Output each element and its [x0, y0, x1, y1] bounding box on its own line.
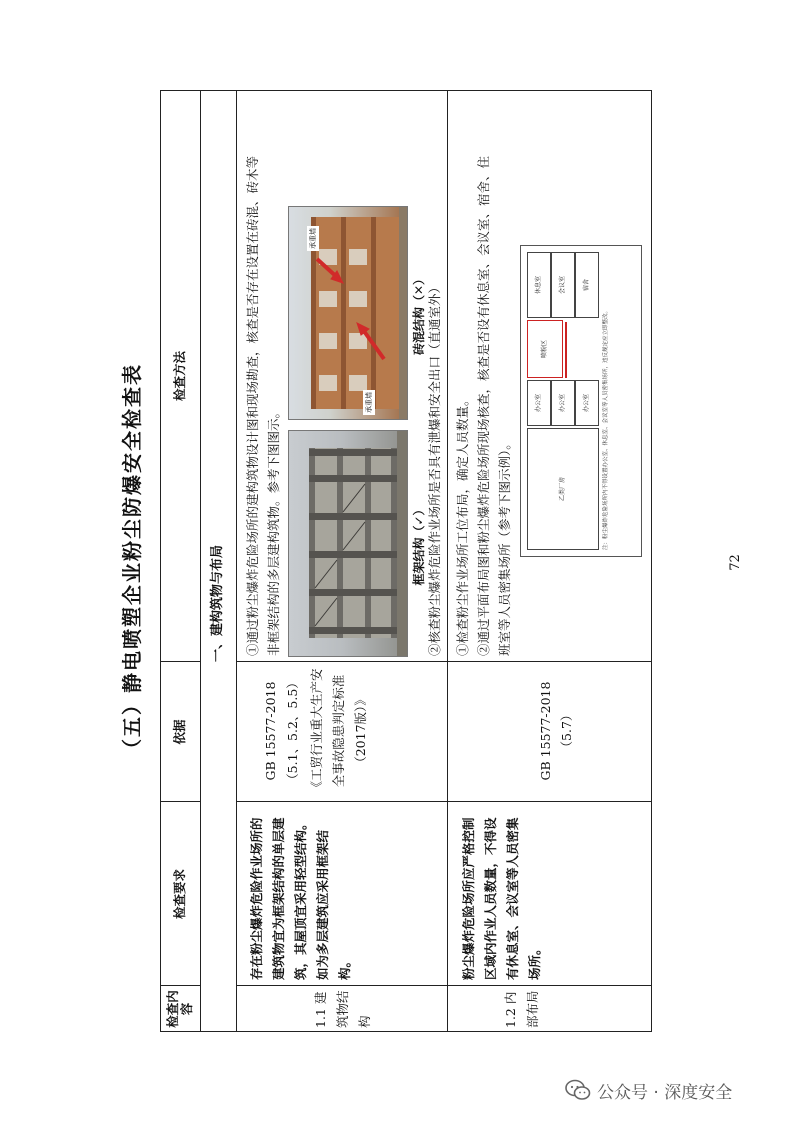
row1-method-after: ②核查粉尘爆炸危险作业场所是否具有泄爆和安全出口（直通室外） — [427, 280, 442, 656]
row2-requirement: 粉尘爆炸危险场所应严格控制区域内作业人员数量，不得设有休息室、会议室等人员密集场所。 — [461, 817, 542, 980]
plan-room-workshop: 乙类厂房 — [527, 428, 599, 550]
photo-label-a: 承重墙 — [365, 392, 373, 413]
photo-label-b: 承重墙 — [309, 228, 317, 249]
row-divider — [447, 90, 448, 1032]
plan-note: 注：粉尘爆炸危险场所内不得设置办公室、休息室、会议室等人员密集场所，违反规定应立即整改。 — [603, 307, 609, 550]
row1-method-line1: ①通过粉尘爆炸危险场所的建构筑物设计图和现场勘查，核查是否存在设置在砖混、砖木等 — [245, 155, 260, 656]
border-bottom — [651, 90, 652, 1032]
watermark-text: 公众号 · 深度安全 — [597, 1082, 733, 1103]
wechat-icon — [565, 1079, 591, 1101]
frame-structure-photo — [288, 430, 408, 657]
section-divider — [236, 90, 237, 1032]
row1-basis-std: GB 15577-2018（5.1、5.2、5.5） — [263, 676, 300, 786]
plan-room-office-2: 办公室 — [551, 380, 575, 426]
row1-basis-doc: 《工贸行业重大生产安全事故隐患判定标准（2017版）》 — [309, 668, 368, 794]
page-title: （五）静电喷塑企业粉尘防爆安全检查表 — [120, 363, 144, 759]
plan-room-office-3: 办公室 — [575, 380, 599, 426]
plan-room-meeting: 会议室 — [551, 252, 575, 318]
watermark — [565, 1076, 732, 1104]
plan-room-dorm: 宿舍 — [575, 252, 599, 318]
frame-structure-caption: 框架结构（✓） — [412, 503, 426, 586]
rotated-table-sheet — [120, 90, 652, 1032]
header-divider — [200, 90, 201, 1032]
row2-basis-std: GB 15577-2018（5.7） — [538, 681, 574, 781]
row1-requirement: 存在粉尘爆炸危险作业场所的建筑物宜为框架结构的单层建筑，其屋顶宜采用轻型结构。如为多层建筑应采用框架结构。 — [249, 817, 352, 980]
row2-method-line3: 班室等人员密集场所（参考下图示例）。 — [497, 437, 512, 656]
plan-red-marker — [565, 322, 567, 378]
frame-structure-drawing — [289, 431, 407, 656]
plan-room-office-1: 办公室 — [527, 380, 551, 426]
border-left — [160, 1031, 652, 1032]
section-title: 一、建构筑物与布局 — [210, 544, 225, 662]
col-line-3b — [236, 661, 652, 662]
col-line-1b — [236, 985, 652, 986]
header-basis: 依据 — [172, 719, 187, 745]
row2-content: 1.2 内部布局 — [503, 990, 540, 1028]
plan-room-spray: 喷粉区 — [527, 320, 563, 378]
row2-method-line2: ②通过平面布局图和粉尘爆炸危险场所现场核查，核查是否设有休息室、会议室、宿舍、住 — [476, 155, 491, 656]
brick-structure-caption: 砖混结构（✕） — [412, 272, 426, 356]
border-right — [160, 90, 652, 91]
row2-method-line1: ①检查粉尘作业场所工位布局，确定人员数量。 — [455, 393, 470, 656]
brick-structure-photo — [288, 206, 408, 420]
header-content: 检查内容 — [165, 990, 194, 1028]
row1-method-line2: 非框架结构的多层建构筑物。参考下图图示。 — [266, 405, 281, 656]
header-requirement: 检查要求 — [172, 869, 187, 920]
plan-room-rest: 休息室 — [527, 252, 551, 318]
col-line-2b — [236, 801, 652, 802]
page-number: 72 — [727, 554, 743, 571]
header-method: 检查方法 — [172, 351, 187, 402]
floor-plan-diagram — [520, 245, 642, 557]
row1-content: 1.1 建筑物结构 — [313, 990, 372, 1028]
